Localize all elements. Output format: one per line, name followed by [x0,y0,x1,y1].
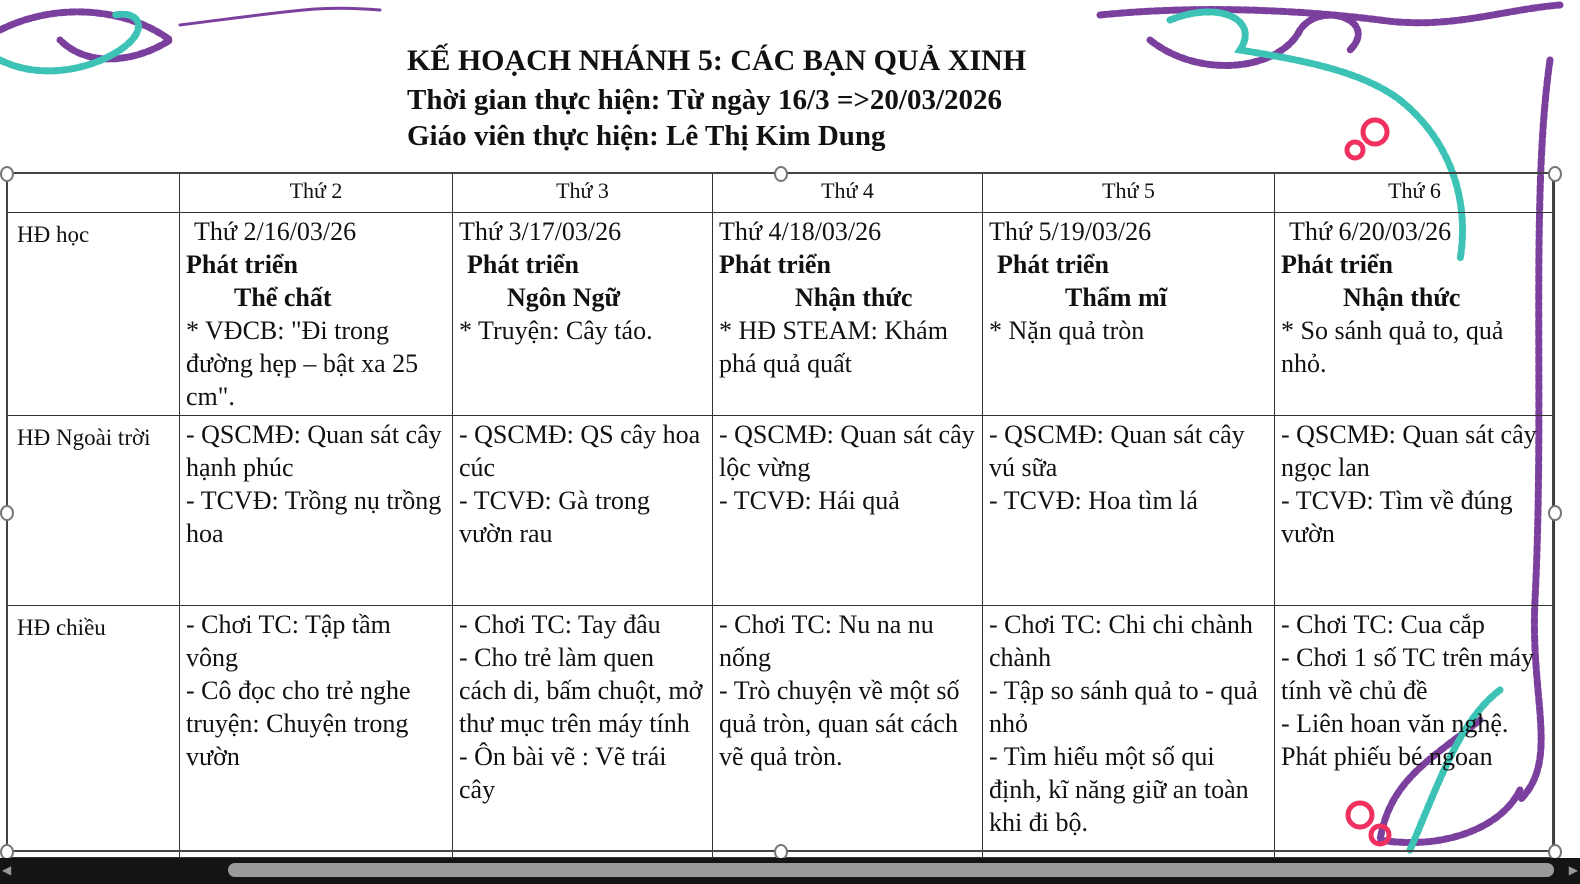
cell-line: - QSCMĐ: Quan sát cây ngọc lan [1281,420,1537,482]
table-cell[interactable] [713,416,983,606]
table-row-chieu [7,606,1555,858]
cell-line: - Cô đọc cho trẻ nghe truyện: Chuyện trong vườn [186,676,411,771]
cell-line: - TCVĐ: Hoa tìm lá [989,486,1198,515]
table-cell[interactable] [713,606,983,858]
cell-line: - Chơi TC: Chi chi chành chành [989,610,1253,672]
cell-activity: * Truyện: Cây táo. [459,316,653,345]
table-cell[interactable] [713,213,983,416]
cell-line: - TCVĐ: Hái quả [719,486,900,515]
cell-line: - Ôn bài vẽ : Vẽ trái cây [459,742,667,804]
row-label: HĐ học [7,213,180,416]
cell-date: Thứ 2/16/03/26 [194,217,357,246]
cell-line: - QSCMĐ: Quan sát cây hạnh phúc [186,420,442,482]
cell-activity: * HĐ STEAM: Khám phá quả quất [719,316,948,378]
cell-subject: Ngôn Ngữ [507,283,621,312]
resize-handle[interactable] [1548,505,1562,521]
header-cell-thu5: Thứ 5 [983,173,1275,213]
cell-activity: * So sánh quả to, quả nhỏ. [1281,316,1504,378]
table-cell[interactable] [180,213,453,416]
row-label: HĐ chiều [7,606,180,858]
table-cell[interactable] [180,416,453,606]
table-cell[interactable] [1275,416,1555,606]
cell-line: - Liên hoan văn nghệ. Phát phiếu bé ngoan [1281,709,1509,771]
header-cell-thu6: Thứ 6 [1275,173,1555,213]
cell-area: Phát triển [186,250,298,279]
cell-line: - TCVĐ: Gà trong vườn rau [459,486,650,548]
table-cell[interactable] [453,416,713,606]
header-cell-thu3: Thứ 3 [453,173,713,213]
cell-line: - Tập so sánh quả to - quả nhỏ [989,676,1258,738]
cell-area: Phát triển [719,250,831,279]
horizontal-scrollbar[interactable] [0,858,1580,884]
table-cell[interactable] [453,606,713,858]
plan-title: KẾ HOẠCH NHÁNH 5: CÁC BẠN QUẢ XINH [407,44,1027,77]
cell-subject: Nhận thức [1343,283,1461,312]
cell-line: - TCVĐ: Trồng nụ trồng hoa [186,486,442,548]
cell-line: - Chơi TC: Nu na nu nống [719,610,934,672]
resize-handle[interactable] [0,166,14,182]
table-cell[interactable] [983,606,1275,858]
cell-date: Thứ 4/18/03/26 [719,217,882,246]
table-row-ngoai-troi [7,416,1555,606]
scroll-right-icon[interactable]: ▶ [1568,863,1578,877]
table-cell[interactable] [1275,606,1555,858]
cell-line: - Tìm hiểu một số qui định, kĩ năng giữ an toàn khi đi bộ. [989,742,1249,837]
cell-date: Thứ 3/17/03/26 [459,217,622,246]
resize-handle[interactable] [0,505,14,521]
cell-line: - QSCMĐ: Quan sát cây lộc vừng [719,420,975,482]
cell-date: Thứ 6/20/03/26 [1289,217,1452,246]
cell-area: Phát triển [1281,250,1393,279]
cell-area: Phát triển [467,250,579,279]
cell-line: - TCVĐ: Tìm về đúng vườn [1281,486,1513,548]
cell-line: - Trò chuyện về một số quả tròn, quan sát cách vẽ quả tròn. [719,676,960,771]
row-label: HĐ Ngoài trời [7,416,180,606]
resize-handle[interactable] [1548,166,1562,182]
header-cell-empty [7,173,180,213]
plan-time: Thời gian thực hiện: Từ ngày 16/3 =>20/03/2026 [407,84,1002,116]
plan-teacher: Giáo viên thực hiện: Lê Thị Kim Dung [407,120,886,152]
table-cell[interactable] [983,416,1275,606]
weekly-plan-table[interactable] [6,172,1555,858]
table-row-hoc [7,213,1555,416]
cell-line: - Chơi TC: Tập tầm vông [186,610,391,672]
table-cell[interactable] [1275,213,1555,416]
cell-area: Phát triển [997,250,1109,279]
header-cell-thu2: Thứ 2 [180,173,453,213]
table-cell[interactable] [453,213,713,416]
header-cell-thu4: Thứ 4 [713,173,983,213]
table-cell[interactable] [180,606,453,858]
resize-handle[interactable] [774,166,788,182]
scrollbar-thumb[interactable] [228,863,1554,877]
cell-line: - QSCMĐ: QS cây hoa cúc [459,420,701,482]
cell-line: - QSCMĐ: Quan sát cây vú sữa [989,420,1245,482]
cell-subject: Thể chất [234,283,332,312]
cell-date: Thứ 5/19/03/26 [989,217,1152,246]
cell-line: - Chơi TC: Cua cắp [1281,610,1485,639]
table-cell[interactable] [983,213,1275,416]
cell-subject: Thẩm mĩ [1065,283,1167,312]
cell-subject: Nhận thức [795,283,913,312]
cell-line: - Cho trẻ làm quen cách di, bấm chuột, mở thư mục trên máy tính [459,643,703,738]
cell-activity: * VĐCB: "Đi trong đường hẹp – bật xa 25 cm". [186,316,419,411]
cell-line: - Chơi 1 số TC trên máy tính về chủ đề [1281,643,1535,705]
scroll-left-icon[interactable]: ◀ [2,863,12,877]
cell-activity: * Nặn quả tròn [989,316,1145,345]
cell-line: - Chơi TC: Tay đâu [459,610,661,639]
